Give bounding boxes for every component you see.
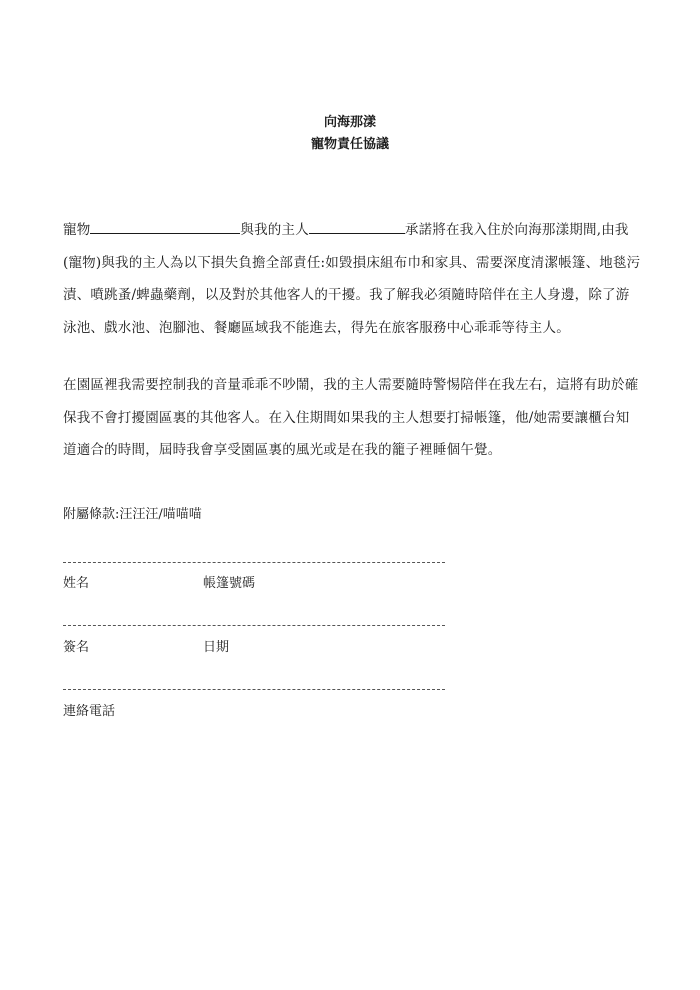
agreement-paragraph-1 — [63, 214, 641, 344]
date-label: 日期 — [203, 640, 230, 655]
document-title — [0, 112, 700, 156]
owner-label: 與我的主人 — [240, 222, 309, 238]
phone-line — [63, 689, 445, 690]
supplementary-clause: 附屬條款:汪汪汪/喵喵喵 — [63, 507, 202, 522]
agreement-terms: 承諾將在我入住於向海那漾期間,由我(寵物)與我的主人為以下損失負擔全部責任:如毀損床組布巾和家具、需要深度清潔帳篷、地毯污漬、噴跳蚤/蜱蟲藥劑，以及對於其他客人的干擾。我了解我必須隨時陪伴在主人身邊，除了游泳池、戲水池、泡腳池、餐廳區域我不能進去，得先在旅客服務中心乖乖等待主人。 — [63, 222, 641, 336]
phone-label: 連絡電話 — [63, 704, 116, 719]
title-agreement-name: 寵物責任協議 — [310, 137, 389, 152]
tent-number-label: 帳篷號碼 — [203, 576, 256, 591]
signature-label: 簽名 — [63, 640, 90, 655]
owner-name-blank — [309, 219, 405, 234]
name-label: 姓名 — [63, 576, 90, 591]
pet-label: 寵物 — [63, 222, 91, 238]
pet-name-blank — [90, 219, 240, 234]
name-tent-signature-line — [63, 562, 445, 563]
signature-date-line — [63, 625, 445, 626]
agreement-paragraph-2: 在園區裡我需要控制我的音量乖乖不吵鬧，我的主人需要隨時警惕陪伴在我左右，這將有助於確保我不會打擾園區裏的其他客人。在入住期間如果我的主人想要打掃帳篷，他/她需要讓櫃台知道適合的時間，屆時我會享受園區裏的風光或是在我的籠子裡睡個午覺。 — [63, 377, 639, 458]
title-resort-name: 向海那漾 — [323, 115, 376, 130]
